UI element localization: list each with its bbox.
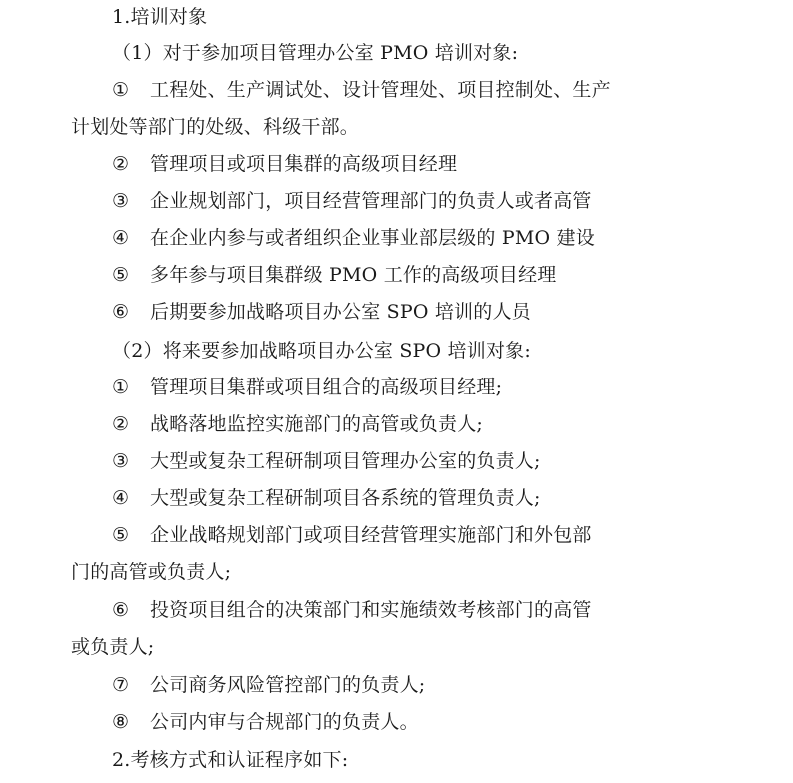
list-item-text: 企业战略规划部门或项目经营管理实施部门和外包部 [150,524,592,546]
list-item-number: ⑧ [112,711,130,733]
list-item-2-5-continued: 门的高管或负责人; [71,561,232,583]
list-item-number: ① [112,376,130,398]
list-item-1-5 [112,263,557,287]
list-item-2-4 [112,486,541,510]
list-item-text: 大型或复杂工程研制项目各系统的管理负责人; [150,487,541,509]
list-item-text: 公司商务风险管控部门的负责人; [150,674,426,696]
heading-training-targets: 1.培训对象 [112,6,208,28]
list-item-2-6 [112,598,592,622]
list-item-number: ⑥ [112,599,130,621]
list-item-1-4 [112,226,595,250]
section-1-title: （1）对于参加项目管理办公室 PMO 培训对象: [112,42,519,64]
list-item-text: 在企业内参与或者组织企业事业部层级的 PMO 建设 [150,227,595,249]
list-item-number: ⑦ [112,674,130,696]
list-item-2-2 [112,412,483,436]
list-item-1-1 [112,78,611,102]
list-item-text: 多年参与项目集群级 PMO 工作的高级项目经理 [150,264,557,286]
list-item-text: 后期要参加战略项目办公室 SPO 培训的人员 [150,301,531,323]
list-item-text: 战略落地监控实施部门的高管或负责人; [150,413,484,435]
list-item-text: 公司内审与合规部门的负责人。 [150,711,419,733]
list-item-number: ② [112,153,130,175]
list-item-text: 大型或复杂工程研制项目管理办公室的负责人; [150,450,541,472]
list-item-number: ⑥ [112,301,130,323]
list-item-text: 投资项目组合的决策部门和实施绩效考核部门的高管 [150,599,592,621]
list-item-1-1-continued: 计划处等部门的处级、科级干部。 [71,116,360,138]
list-item-2-5 [112,523,592,547]
list-item-text: 管理项目集群或项目组合的高级项目经理; [150,376,503,398]
list-item-2-7 [112,673,425,697]
list-item-1-3 [112,189,592,213]
list-item-number: ① [112,79,130,101]
list-item-text: 工程处、生产调试处、设计管理处、项目控制处、生产 [150,79,611,101]
list-item-1-2 [112,152,457,176]
list-item-1-6 [112,300,531,324]
section-2-title: （2）将来要参加战略项目办公室 SPO 培训对象: [112,340,531,362]
list-item-number: ③ [112,450,130,472]
list-item-number: ② [112,413,130,435]
list-item-2-1 [112,375,502,399]
list-item-number: ⑤ [112,524,130,546]
heading-assessment: 2.考核方式和认证程序如下: [112,749,349,771]
list-item-2-8 [112,710,419,734]
list-item-text: 管理项目或项目集群的高级项目经理 [150,153,458,175]
list-item-number: ⑤ [112,264,130,286]
list-item-number: ④ [112,487,130,509]
list-item-text: 企业规划部门，项目经营管理部门的负责人或者高管 [150,190,592,212]
list-item-number: ④ [112,227,130,249]
list-item-number: ③ [112,190,130,212]
list-item-2-3 [112,449,541,473]
list-item-2-6-continued: 或负责人; [71,636,155,658]
